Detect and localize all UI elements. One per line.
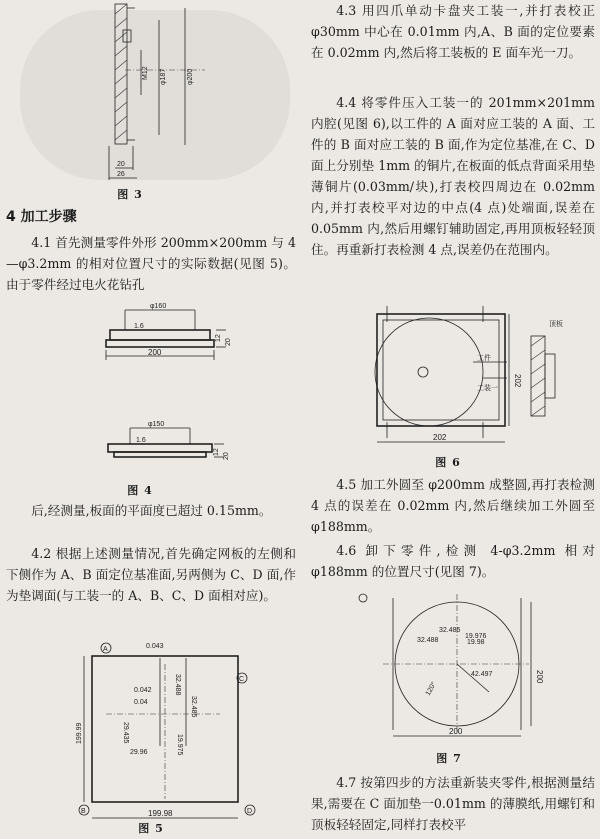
section-heading: 4 加工步骤 xyxy=(6,209,77,225)
fig6-label-workpiece: 工件 xyxy=(477,355,491,362)
fig5-datum-a: A xyxy=(103,646,108,653)
fig3-label-m12: M12 xyxy=(142,66,149,80)
fig4-top-diameter: φ160 xyxy=(150,303,167,310)
fig5-datum-b: B xyxy=(81,808,86,815)
fig7-width-200: 200 xyxy=(449,727,463,736)
fig4-top-width: 200 xyxy=(148,348,162,357)
fig4-top-height-20: 20 xyxy=(225,338,232,346)
paragraph-4-2: 4.2 根据上述测量情况,首先确定网板的左侧和下侧作为 A、B 面定位基准面,另两侧为 C、D 面,作为垫调面(与工装一的 A、B、C、D 面相对应)。 xyxy=(6,546,296,603)
fig7-label-19-98: 19.98 xyxy=(467,639,485,646)
fig5-label-29-96: 29.96 xyxy=(130,749,148,756)
fig4-bottom-height-12: 12 xyxy=(213,448,220,456)
fig6-height-202: 202 xyxy=(513,374,522,388)
figure-3 xyxy=(95,0,245,200)
fig5-label-19-975: 19.975 xyxy=(176,734,183,756)
fig6-width-202: 202 xyxy=(433,433,447,442)
fig5-label-0-042: 0.042 xyxy=(134,687,152,694)
fig5-label-32-485: 32.485 xyxy=(190,696,197,718)
fig7-label-42-497: 42.497 xyxy=(471,671,493,678)
fig3-label-phi187: φ187 xyxy=(160,68,167,85)
fig3-label-20: 20 xyxy=(117,161,125,168)
fig7-label-120-deg: 120° xyxy=(424,680,438,697)
fig5-datum-d: D xyxy=(247,808,253,815)
paragraph-4-1: 4.1 首先测量零件外形 200mm×200mm 与 4—φ3.2mm 的相对位置尺寸的实际数据(见图 5)。由于零件经过电火花钻孔 xyxy=(6,235,296,292)
paragraph-4-5: 4.5 加工外圆至 φ200mm 成整圆,再打表检测 4 点的误差在 0.02mm 内,然后继续加工外圆至 φ188mm。 xyxy=(311,477,595,534)
fig5-label-29-435: 29.435 xyxy=(122,722,129,744)
paragraph-4-7: 4.7 按第四步的方法重新装夹零件,根据测量结果,需要在 C 面加垫一0.01mm 的薄膜纸,用螺钉和顶板轻轻固定,同样打表校平 xyxy=(311,775,595,832)
fig5-label-0-04: 0.04 xyxy=(134,699,148,706)
paragraph-4-3: 4.3 用四爪单动卡盘夹工装一,并打表校正 φ30mm 中心在 0.01mm 内,A、B 面的定位要素在 0.02mm 内,然后将工装板的 E 面车光一刀。 xyxy=(311,3,595,60)
fig5-datum-c: C xyxy=(239,676,245,683)
fig5-label-32-488: 32.488 xyxy=(174,674,181,696)
fig6-label-fixture: 工装一 xyxy=(477,385,498,392)
fig4-bottom-diameter: φ150 xyxy=(148,421,165,428)
fig6-label-top-plate: 顶板 xyxy=(549,321,563,328)
fig5-label-199-98: 199.98 xyxy=(148,809,173,818)
fig5-label-0-043: 0.043 xyxy=(146,643,164,650)
fig3-label-26: 26 xyxy=(117,171,125,178)
figure-6 xyxy=(323,300,593,480)
figure-3-caption: 图 3 xyxy=(117,188,143,200)
figure-6-caption: 图 6 xyxy=(435,456,461,469)
fig4-top-roughness: 1.6 xyxy=(134,323,144,330)
fig6-side-hatching xyxy=(531,336,545,416)
fig7-label-19-976: 19.976 xyxy=(465,633,487,640)
figure-5-caption: 图 5 xyxy=(138,822,164,835)
figure-5 xyxy=(10,634,280,839)
figure-4-caption: 图 4 xyxy=(127,484,153,497)
paragraph-4-1-continued: 后,经测量,板面的平面度已超过 0.15mm。 xyxy=(31,503,272,518)
fig3-label-phi200: φ200 xyxy=(187,68,194,85)
fig7-label-32-488: 32.488 xyxy=(417,637,439,644)
paragraph-4-6: 4.6 卸下零件,检测 4-φ3.2mm 相对 φ188mm 的位置尺寸(见图 7)。 xyxy=(311,543,595,579)
fig7-height-200: 200 xyxy=(535,670,544,684)
fig7-label-32-485: 32.485 xyxy=(439,627,461,634)
figure-7-caption: 图 7 xyxy=(436,752,462,765)
figure-4 xyxy=(90,298,250,498)
right-column xyxy=(303,0,600,839)
fig4-top-height-12: 12 xyxy=(215,334,222,342)
figure-7 xyxy=(353,584,573,774)
fig4-bottom-height-20: 20 xyxy=(223,452,230,460)
fig4-bottom-roughness: 1.6 xyxy=(136,437,146,444)
fig5-label-199-99: 199.99 xyxy=(76,722,83,744)
hatching xyxy=(115,4,127,140)
paragraph-4-4: 4.4 将零件压入工装一的 201mm×201mm 内腔(见图 6),以工件的 A 面对应工装的 A 面、工件的 B 面对应工装的 B 面,作为定位基准,在 C、D 面上分别垫 1mm 的铜片,在板面的低点背面采用垫薄铜片(0.03mm/块),打表校四周边在 0.02mm 内,并打表校平对边的中点(4 点)处端面,误差在 0.05mm 内,然后用螺钉辅助固定,再用顶板轻轻顶住。再重新打表检测 4 点,误差仍在范围内。 xyxy=(311,95,595,257)
